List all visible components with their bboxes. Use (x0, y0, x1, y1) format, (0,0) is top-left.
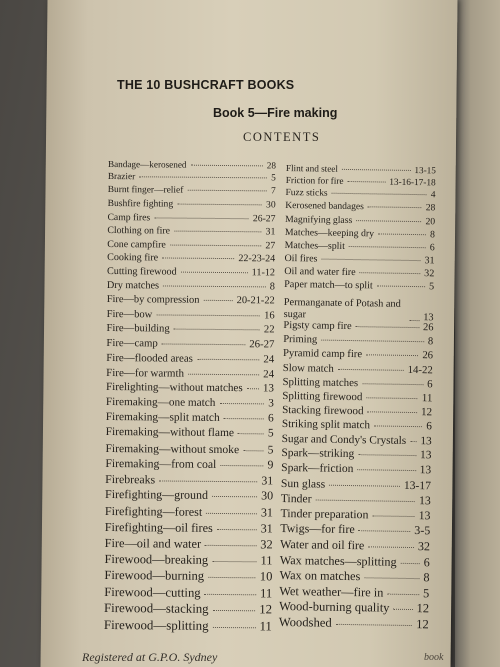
leader-dots (197, 359, 259, 361)
leader-dots (368, 206, 422, 208)
index-entry (284, 294, 434, 324)
index-entry-page: 14-22 (407, 363, 433, 376)
index-entry-title: Fire—oil and water (104, 535, 202, 551)
index-entry-page: 27 (265, 240, 276, 252)
leader-dots (374, 426, 422, 428)
leader-dots (338, 368, 404, 370)
index-entry-title: Cone campfire (107, 238, 166, 251)
index-entry-page: 30 (266, 199, 276, 211)
index-entry-title: Spark—striking (281, 447, 355, 461)
index-entry-title: Firefighting—forest (104, 503, 203, 519)
index-entry-title: Fire—flooded areas (106, 351, 193, 365)
index-entry-page: 11-12 (251, 267, 276, 279)
index-entry-page: 31 (260, 505, 273, 520)
index-entry-title: Oil and water fire (284, 266, 356, 279)
index-entry-page: 24 (263, 367, 275, 380)
leader-dots (368, 411, 418, 413)
leader-dots (162, 258, 234, 260)
index-entry-title: Stacking firewood (282, 403, 364, 418)
index-entry-title: Wood-burning quality (278, 599, 390, 615)
index-entry-title: Firefighting—ground (105, 487, 209, 503)
index-entry-page: 22 (263, 324, 275, 336)
index-entry-page: 26-27 (249, 338, 275, 351)
index-entry-page: 13 (418, 493, 431, 508)
index-entry-page: 32 (424, 268, 435, 280)
leader-dots (316, 499, 415, 502)
index-entry-page: 13 (418, 507, 431, 523)
leader-dots (174, 231, 262, 233)
index-entry-title: Firewood—splitting (103, 616, 209, 633)
index-entry-title: Friction for fire (285, 175, 344, 187)
index-entry-page: 8 (429, 228, 435, 240)
leader-dots (360, 272, 421, 274)
index-entry-title: Oil fires (284, 252, 318, 265)
index-entry-title: Fire—by compression (106, 294, 200, 307)
index-entry-page: 3 (268, 397, 274, 410)
index-entry-page: 16 (264, 309, 275, 321)
index-entry-page: 6 (426, 420, 432, 433)
index-entry-title: Fuzz sticks (285, 188, 328, 199)
index-entry-title: Dry matches (106, 280, 160, 292)
index-entry-title: Bandage—kerosened (107, 159, 187, 170)
index-entry-page: 31 (424, 254, 435, 267)
leader-dots (377, 286, 425, 288)
leader-dots (321, 339, 424, 342)
index-entry-title: Firemaking—without smoke (105, 441, 240, 456)
index-entry-page: 3-5 (414, 522, 431, 538)
leader-dots (205, 545, 256, 546)
leader-dots (393, 609, 412, 610)
leader-dots (205, 593, 256, 594)
index-entry-page: 13 (419, 449, 432, 462)
index-entry-title: Wax on matches (279, 567, 361, 584)
index-entry-page: 5 (267, 427, 274, 440)
index-entry-page: 8 (423, 570, 430, 585)
leader-dots (212, 561, 256, 562)
index-entry-title: Magnifying glass (285, 213, 353, 226)
index-entry-page: 20-21-22 (236, 295, 275, 307)
index-entry-title: Priming (283, 333, 318, 346)
leader-dots (238, 434, 264, 435)
facing-page-edge (455, 0, 500, 667)
leader-dots (139, 176, 267, 178)
index-entry-title: Clothing on fire (107, 225, 171, 237)
index-entry-page: 4 (430, 190, 436, 201)
footer-registration: Registered at G.P.O. Sydney (82, 650, 218, 664)
index-entry-page: 22-23-24 (238, 253, 276, 265)
index-entry-page: 5 (271, 173, 276, 184)
leader-dots (247, 389, 259, 390)
index-entry-title: Splitting matches (282, 375, 359, 389)
leader-dots (212, 496, 257, 497)
leader-dots (356, 220, 421, 222)
index-entry-title: Fire—building (106, 322, 170, 335)
leader-dots (364, 577, 419, 579)
index-entry-page: 6 (427, 377, 433, 390)
leader-dots (219, 403, 264, 404)
index-entry-page: 11 (259, 585, 273, 600)
index-entry-title: Sun glass (280, 476, 326, 491)
index-entry-page: 26 (422, 349, 434, 361)
series-title: THE 10 BUSHCRAFT BOOKS (117, 78, 295, 92)
index-entry-page: 12 (416, 601, 430, 616)
index-entry-page: 32 (417, 539, 431, 554)
index-entry-title: Matches—split (284, 239, 345, 252)
index-entry-page: 6 (423, 554, 430, 569)
index-entry-title: Firelighting—without matches (105, 381, 243, 395)
leader-dots (177, 204, 262, 206)
index-entry-title: Camp fires (107, 211, 151, 224)
leader-dots (410, 441, 416, 442)
book-title: Book 5—Fire making (213, 106, 338, 120)
leader-dots (213, 610, 256, 611)
index-entry-page: 11 (260, 553, 273, 568)
index-entry-title: Firewood—burning (104, 568, 205, 584)
leader-dots (372, 515, 414, 517)
leader-dots (217, 529, 257, 530)
index-entry-page: 20 (425, 215, 436, 228)
leader-dots (366, 354, 418, 356)
index-entry-page: 31 (261, 472, 274, 488)
index-entry-page: 31 (265, 226, 276, 238)
leader-dots (356, 326, 419, 328)
leader-dots (181, 272, 248, 274)
index-entry-title: Firewood—breaking (104, 551, 209, 567)
index-entry-page: 11 (259, 617, 273, 634)
index-entry-title: Spark—friction (281, 462, 354, 476)
index-entry-title: Splitting firewood (282, 389, 363, 403)
leader-dots (213, 627, 256, 628)
index-entry-title: Firemaking—split match (105, 411, 220, 425)
index-entry-title: Firebreaks (105, 471, 156, 486)
index-entry-page: 11 (421, 391, 433, 405)
index-entry-title: Burnt finger—relief (107, 185, 184, 196)
index-entry-page: 26 (422, 322, 434, 334)
leader-dots (170, 244, 262, 246)
index-entry-page: 12 (416, 617, 429, 632)
leader-dots (336, 624, 412, 626)
index-entry-page: 8 (427, 336, 434, 348)
index-entry-title: Firewood—stacking (104, 600, 209, 616)
index-entry-title: Firemaking—without flame (105, 426, 235, 440)
index-entry-page: 8 (269, 281, 275, 293)
leader-dots (321, 258, 420, 261)
index-entry-title: Water and oil fire (279, 537, 365, 553)
leader-dots (156, 314, 260, 316)
index-entry-title: Cutting firewood (106, 266, 177, 278)
index-entry (103, 616, 273, 637)
index-entry-title: Paper match—to split (284, 279, 373, 292)
index-entry-title: Pigsty camp fire (283, 320, 352, 333)
index-entry-page: 28 (425, 203, 436, 214)
leader-dots (410, 320, 420, 321)
leader-dots (220, 465, 263, 466)
leader-dots (188, 373, 259, 375)
index-entry-title: Bushfire fighting (107, 198, 174, 210)
leader-dots (332, 193, 427, 195)
index-entry-title: Flint and steel (285, 163, 339, 174)
index-entry-page: 9 (267, 458, 274, 472)
leader-dots (208, 577, 256, 578)
index-entry-page: 5 (428, 281, 435, 293)
leader-dots (174, 328, 260, 330)
index-entry-title: Pyramid camp fire (282, 347, 363, 360)
index-entry-title: Fire—bow (106, 308, 153, 320)
index-entry-title: Slow match (282, 361, 334, 375)
leader-dots (203, 300, 232, 301)
index-entry (279, 616, 429, 634)
leader-dots (243, 450, 264, 451)
leader-dots (362, 383, 423, 385)
index-entry-title: Tinder preparation (280, 505, 369, 522)
leader-dots (159, 480, 257, 482)
index-entry-page: 12 (420, 406, 433, 419)
index-entry-page: 6 (268, 412, 274, 425)
index-entry-page: 13-17 (403, 478, 432, 493)
index-entry-page: 13 (419, 464, 432, 477)
index-column-left (104, 160, 276, 637)
leader-dots (154, 217, 249, 219)
leader-dots (342, 169, 411, 171)
leader-dots (387, 593, 419, 594)
index-entry-title: Wet weather—fire in (279, 583, 384, 600)
index-entry-page: 28 (266, 160, 277, 171)
index-entry-title: Fire—camp (106, 337, 158, 350)
leader-dots (329, 485, 400, 487)
footer-fragment: book (424, 652, 444, 663)
index-entry-page: 13-15 (414, 165, 436, 176)
index-entry-page: 13-16-17-18 (389, 177, 436, 188)
leader-dots (163, 286, 266, 288)
index-entry-title: Striking split match (281, 418, 371, 432)
index-entry-title: Matches—keeping dry (284, 226, 375, 239)
leader-dots (401, 562, 420, 563)
index-entry-page: 6 (429, 241, 435, 253)
index-entry-page: 13 (420, 434, 432, 448)
leader-dots (357, 469, 415, 471)
index-column-right (279, 164, 436, 634)
index-entry-title: Sugar and Condy's Crystals (281, 432, 407, 447)
index-entry-page: 13 (262, 382, 275, 395)
leader-dots (359, 530, 411, 532)
leader-dots (368, 546, 414, 548)
index-entry-page: 24 (263, 353, 275, 366)
index-entry-page: 10 (259, 569, 273, 584)
index-entry-page: 5 (267, 443, 274, 457)
index-entry-page: 5 (422, 585, 430, 600)
index-entry-page: 31 (260, 521, 273, 536)
index-entry-title: Kerosened bandages (285, 200, 364, 213)
index-entry-title: Permanganate of Potash and sugar (283, 297, 401, 321)
leader-dots (358, 455, 416, 457)
contents-heading: CONTENTS (243, 130, 321, 144)
index-entry-title: Firewood—cutting (104, 584, 201, 600)
index-entry-title: Woodshed (278, 614, 332, 630)
index-entry-title: Tinder (280, 491, 312, 506)
leader-dots (349, 246, 426, 248)
index-entry-page: 26-27 (252, 212, 276, 225)
index-entry-title: Firemaking—one match (105, 396, 216, 410)
leader-dots (224, 418, 264, 419)
index-entry-title: Brazier (107, 171, 136, 183)
index-entry-page: 13 (423, 311, 434, 324)
index-entry-title: Firefighting—oil fires (104, 519, 213, 535)
index-entry-title: Cooking fire (107, 252, 159, 264)
leader-dots (206, 513, 257, 514)
leader-dots (378, 233, 426, 235)
leader-dots (162, 344, 246, 346)
index-entry-page: 7 (270, 186, 276, 197)
index-entry-title: Firemaking—from coal (105, 457, 217, 472)
index-entry-page: 32 (260, 537, 273, 552)
index-entry-page: 12 (259, 602, 273, 617)
leader-dots (366, 397, 417, 399)
index-entry-title: Twigs—for fire (280, 520, 355, 537)
leader-dots (191, 165, 263, 167)
index-entry-page: 30 (261, 488, 274, 503)
index-entry-title: Wax matches—splitting (279, 552, 397, 569)
leader-dots (348, 180, 386, 182)
index-entry-title: Fire—for warmth (106, 366, 185, 380)
leader-dots (187, 190, 267, 192)
